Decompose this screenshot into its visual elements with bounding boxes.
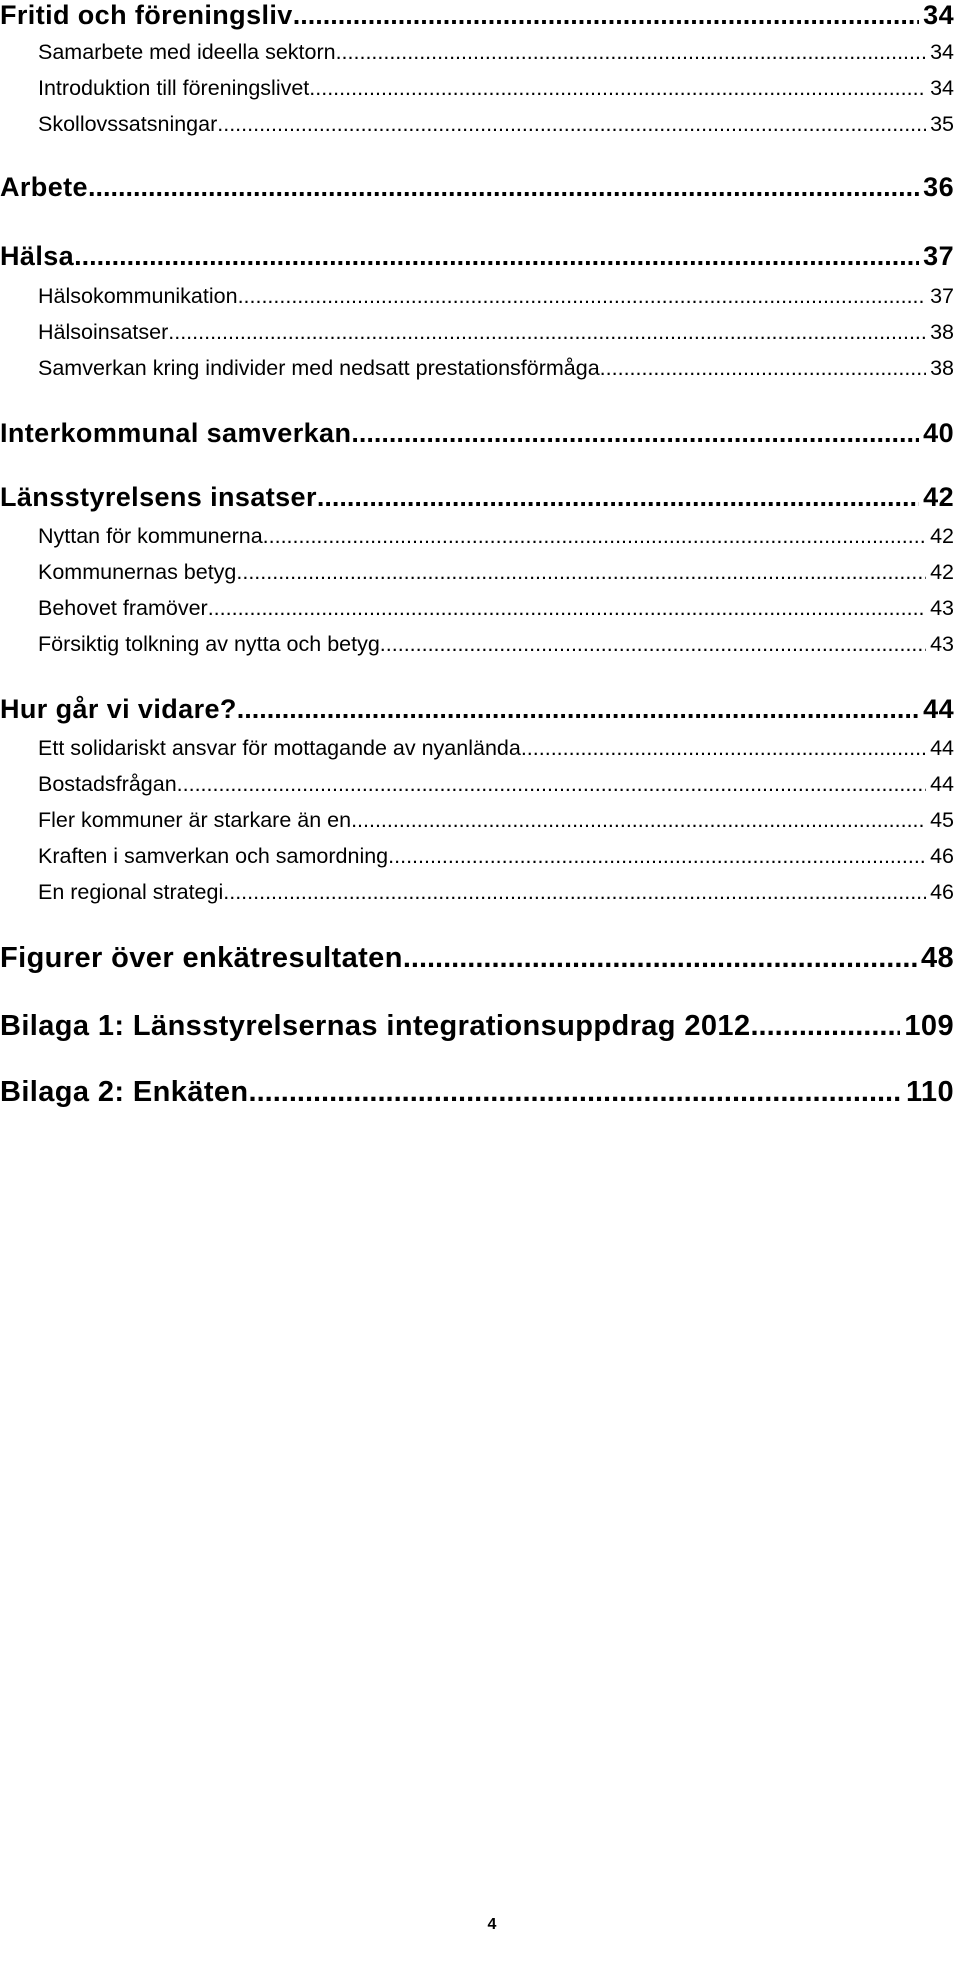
toc-entry-title: Hälsa — [0, 241, 75, 271]
toc-dot-leader — [521, 736, 926, 761]
toc-entry-title: Figurer över enkätresultaten — [0, 942, 403, 974]
toc-entry-introduktion[interactable] — [0, 76, 954, 101]
toc-entry-page: 36 — [923, 172, 954, 202]
toc-entry-page: 44 — [930, 736, 954, 760]
toc-entry-solidariskt[interactable] — [0, 736, 954, 761]
toc-entry-page: 34 — [923, 0, 954, 30]
toc-dot-leader — [237, 694, 919, 725]
toc-entry-title: Samverkan kring individer med nedsatt prestationsförmåga — [38, 356, 600, 380]
toc-dot-leader — [168, 320, 926, 345]
toc-entry-page: 48 — [920, 942, 954, 974]
toc-dot-leader — [223, 880, 926, 905]
toc-entry-page: 44 — [930, 772, 954, 796]
toc-entry-title: Fler kommuner är starkare än en — [38, 808, 352, 832]
toc-entry-interkommunal[interactable] — [0, 418, 954, 449]
toc-entry-title: Fritid och föreningsliv — [0, 0, 293, 30]
toc-dot-leader — [317, 482, 919, 513]
toc-dot-leader — [315, 76, 926, 101]
toc-entry-title: Interkommunal samverkan — [0, 418, 352, 448]
toc-entry-bilaga-2[interactable] — [0, 1076, 954, 1109]
toc-entry-page: 35 — [930, 112, 954, 136]
toc-entry-title: Hur går vi vidare? — [0, 694, 237, 724]
toc-dot-leader — [74, 241, 919, 272]
toc-entry-title: En regional strategi — [38, 880, 224, 904]
toc-entry-title: Försiktig tolkning av nytta och betyg — [38, 632, 380, 656]
toc-dot-leader — [236, 560, 926, 585]
toc-entry-title: Hälsokommunikation — [38, 284, 238, 308]
toc-entry-page: 38 — [930, 356, 954, 380]
toc-entry-title: Länsstyrelsens insatser — [0, 482, 317, 512]
page-number: 4 — [487, 1916, 497, 1933]
toc-entry-forsiktig[interactable] — [0, 632, 954, 657]
toc-entry-title: Bilaga 1: Länsstyrelsernas integrationsuppdrag 2012 — [0, 1010, 751, 1042]
toc-entry-page: 42 — [930, 524, 954, 548]
toc-entry-halsa[interactable] — [0, 241, 954, 272]
toc-entry-lansstyrelsens-insatser[interactable] — [0, 482, 954, 513]
toc-entry-fritid[interactable] — [0, 0, 954, 31]
toc-dot-leader — [388, 844, 926, 869]
toc-entry-kraften[interactable] — [0, 844, 954, 869]
toc-dot-leader — [336, 40, 927, 65]
toc-entry-title: Ett solidariskt ansvar för mottagande av nyanlända — [38, 736, 521, 760]
toc-entry-nyttan[interactable] — [0, 524, 954, 549]
toc-entry-title: Kommunernas betyg — [38, 560, 237, 584]
toc-entry-figurer[interactable] — [0, 942, 954, 975]
toc-dot-leader — [177, 772, 926, 797]
toc-entry-page: 37 — [923, 241, 954, 271]
toc-entry-page: 34 — [930, 76, 954, 100]
toc-entry-page: 37 — [930, 284, 954, 308]
toc-entry-title: Arbete — [0, 172, 88, 202]
toc-entry-title: Hälsoinsatser — [38, 320, 169, 344]
toc-entry-title: Bilaga 2: Enkäten — [0, 1076, 249, 1108]
toc-entry-skollov[interactable] — [0, 112, 954, 137]
toc-entry-page: 42 — [923, 482, 954, 512]
toc-entry-page: 42 — [930, 560, 954, 584]
toc-entry-page: 110 — [906, 1076, 954, 1108]
toc-entry-title: Samarbete med ideella sektorn — [38, 40, 336, 64]
toc-entry-page: 46 — [930, 880, 954, 904]
toc-entry-fler-kommuner[interactable] — [0, 808, 954, 833]
toc-entry-bostadsfragan[interactable] — [0, 772, 954, 797]
toc-entry-hur-gar-vi[interactable] — [0, 694, 954, 725]
toc-dot-leader — [351, 808, 926, 833]
toc-entry-title: Nyttan för kommunerna — [38, 524, 263, 548]
toc-entry-title: Skollovssatsningar — [38, 112, 218, 136]
toc-dot-leader — [351, 418, 919, 449]
toc-entry-kommunernas-betyg[interactable] — [0, 560, 954, 585]
toc-entry-page: 46 — [930, 844, 954, 868]
toc-dot-leader — [750, 1010, 900, 1043]
toc-entry-bilaga-1[interactable] — [0, 1010, 954, 1043]
toc-entry-title: Introduktion till föreningslivet. — [38, 76, 316, 100]
toc-entry-page: 43 — [930, 632, 954, 656]
toc-entry-behovet[interactable] — [0, 596, 954, 621]
toc-entry-page: 45 — [930, 808, 954, 832]
toc-dot-leader — [600, 356, 926, 381]
toc-entry-halsokommunikation[interactable] — [0, 284, 954, 309]
toc-entry-halsoinsatser[interactable] — [0, 320, 954, 345]
toc-entry-title: Kraften i samverkan och samordning — [38, 844, 389, 868]
toc-entry-arbete[interactable] — [0, 172, 954, 203]
toc-entry-page: 38 — [930, 320, 954, 344]
toc-dot-leader — [238, 284, 927, 309]
toc-entry-samverkan-individer[interactable] — [0, 356, 954, 381]
toc-dot-leader — [380, 632, 926, 657]
toc-entry-samarbete[interactable] — [0, 40, 954, 65]
toc-entry-page: 40 — [923, 418, 954, 448]
toc-entry-regional-strategi[interactable] — [0, 880, 954, 905]
toc-dot-leader — [208, 596, 926, 621]
toc-entry-page: 34 — [930, 40, 954, 64]
toc-dot-leader — [88, 172, 919, 203]
toc-entry-page: 43 — [930, 596, 954, 620]
toc-entry-title: Behovet framöver — [38, 596, 208, 620]
toc-entry-page: 44 — [923, 694, 954, 724]
toc-dot-leader — [293, 0, 919, 31]
toc-dot-leader — [263, 524, 926, 549]
toc-dot-leader — [403, 942, 917, 975]
toc-dot-leader — [249, 1076, 902, 1109]
toc-dot-leader — [217, 112, 926, 137]
toc-entry-title: Bostadsfrågan — [38, 772, 177, 796]
toc-entry-page: 109 — [904, 1010, 954, 1042]
